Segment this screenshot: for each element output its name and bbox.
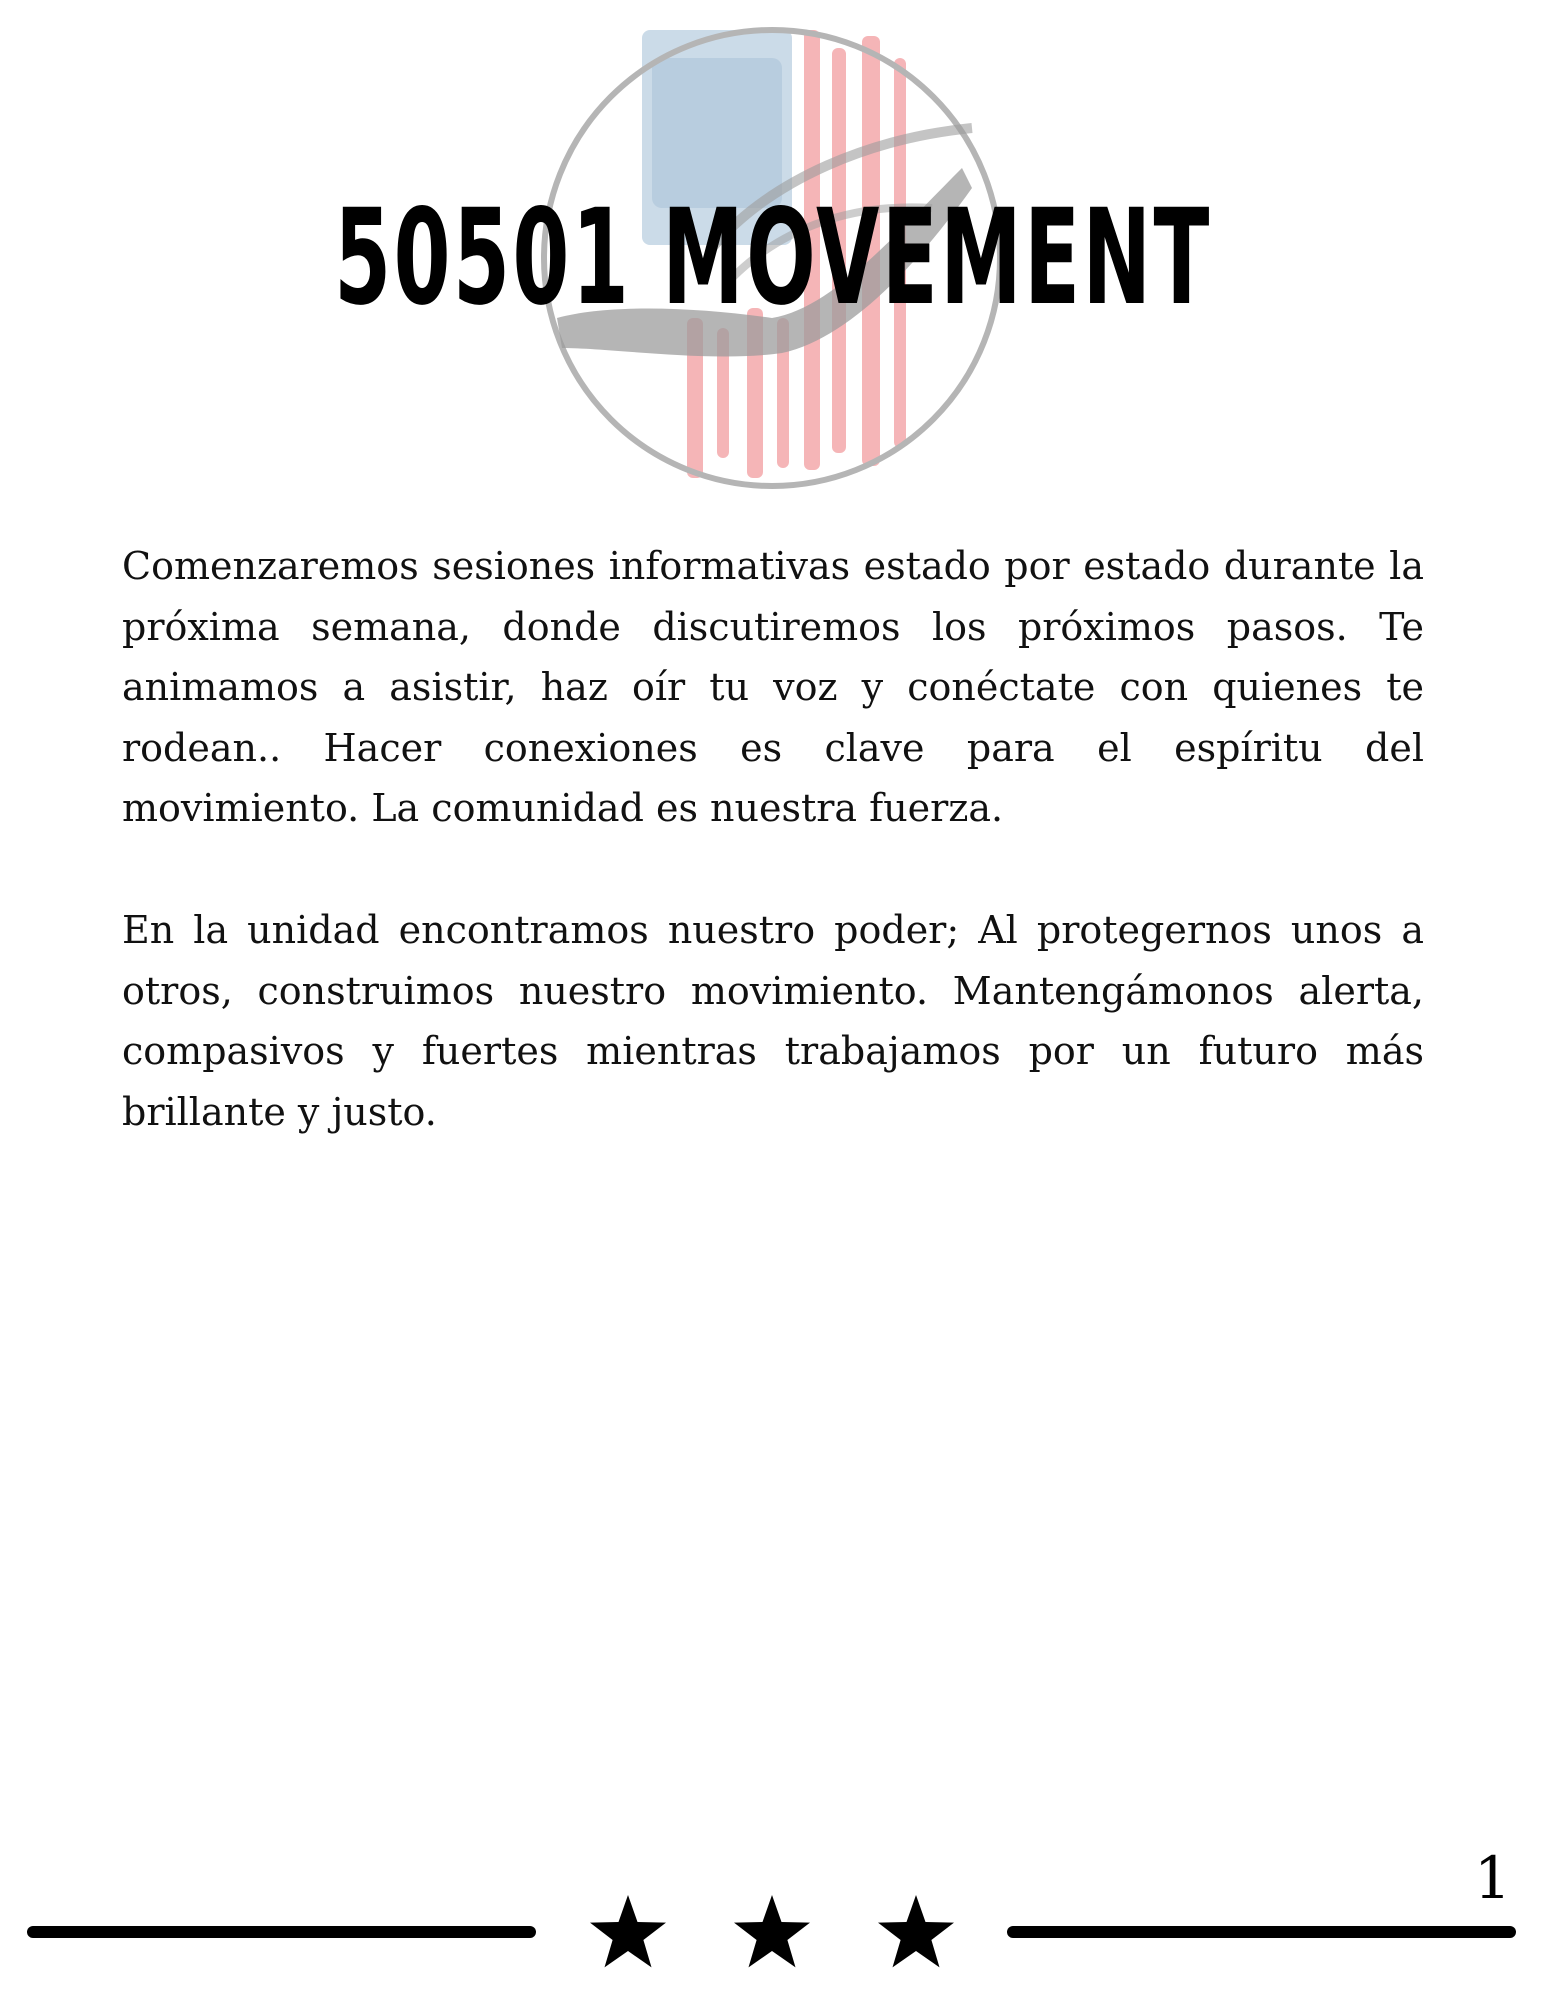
star-icon — [734, 1895, 810, 1967]
body-paragraph-1: Comenzaremos sesiones informativas estado por estado durante la próxima semana, donde discutiremos los próximos pasos. Te animamos a asistir, haz oír tu voz y conéctate con quienes te rodean.. Hacer conexiones es clave para el espíritu del movimiento. La comunidad es nuestra fuerza. — [122, 544, 1424, 830]
page-title: 50501 MOVEMENT — [334, 181, 1212, 335]
footer-divider — [0, 1880, 1546, 2000]
star-icon — [590, 1895, 666, 1967]
star-icon — [878, 1895, 954, 1967]
page-number: 1 — [1474, 1844, 1511, 1912]
body-paragraph-2: En la unidad encontramos nuestro poder; Al protegernos unos a otros, construimos nuestro movimiento. Mantengámonos alerta, compasivos y fuertes mientras trabajamos por un futuro más brillante y justo. — [122, 908, 1424, 1134]
